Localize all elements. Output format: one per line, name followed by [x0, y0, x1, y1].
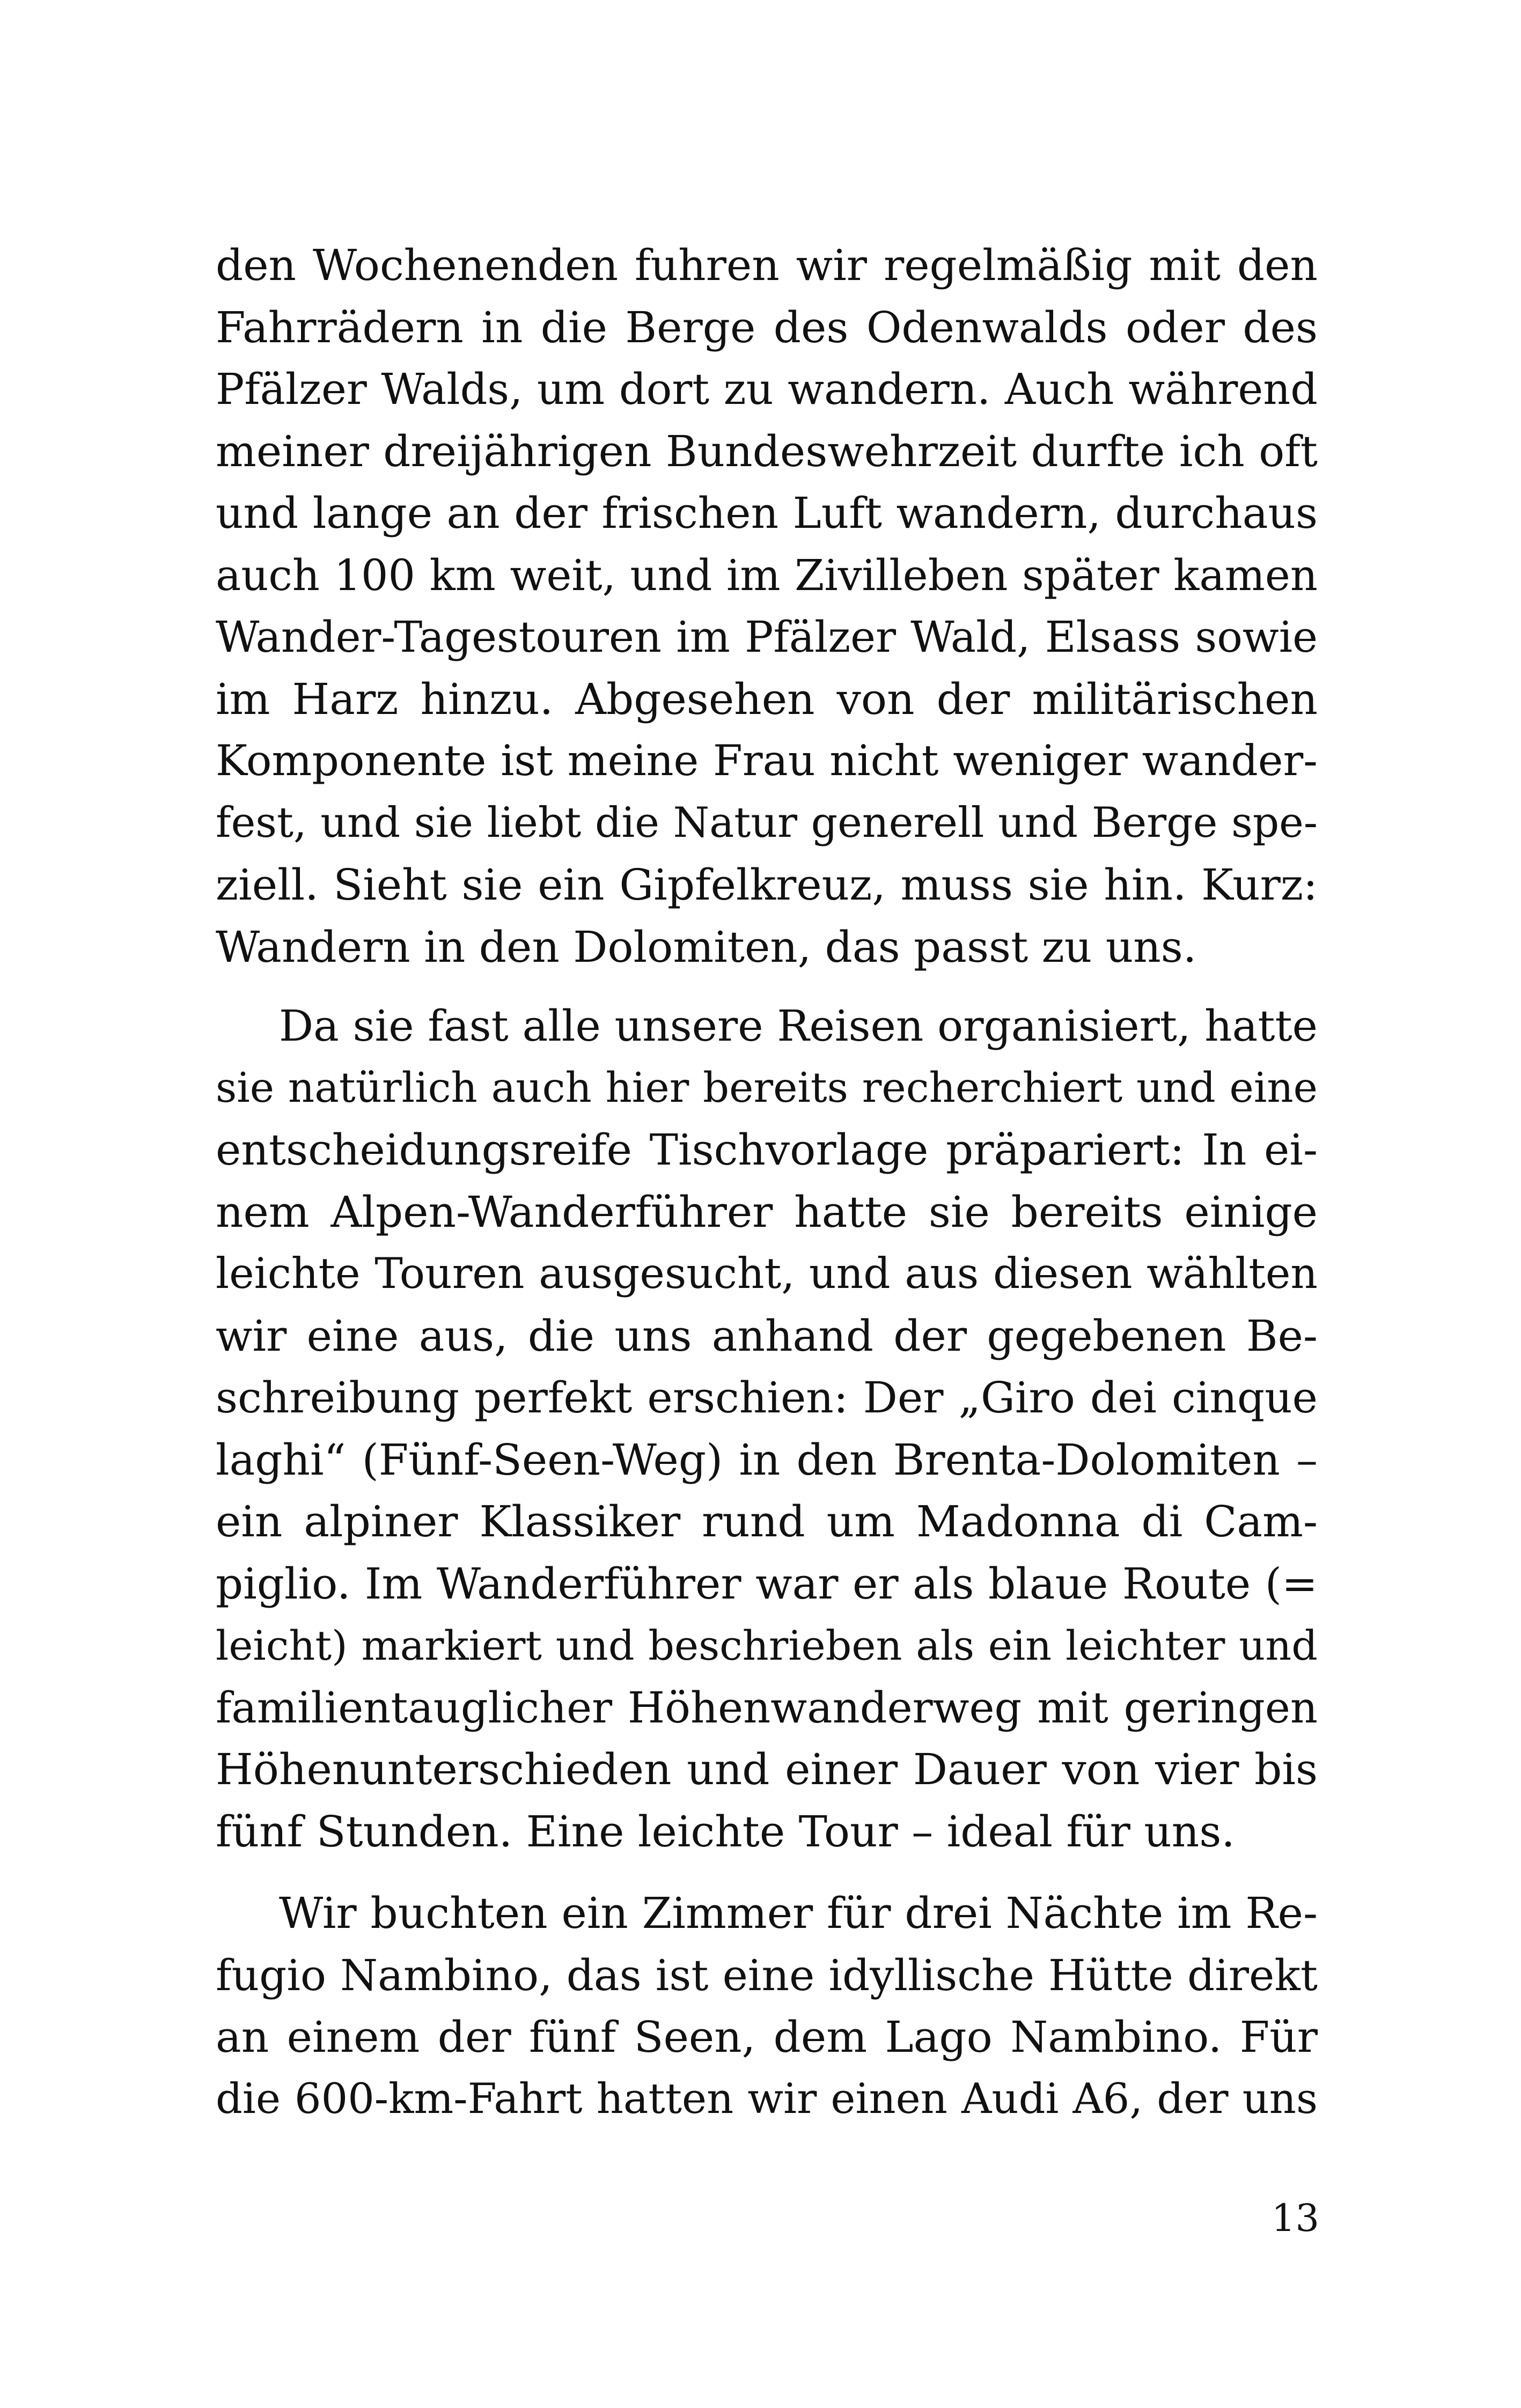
- text-line: piglio. Im Wanderführer war er als blaue Route (=: [216, 1558, 1318, 1609]
- text-line: Fahrrädern in die Berge des Odenwalds oder des: [216, 302, 1318, 352]
- paragraph-2: [216, 995, 1318, 1862]
- text-line: und lange an der frischen Luft wandern, durchaus: [216, 488, 1318, 538]
- text-line: auch 100 km weit, und im Zivilleben später kamen: [216, 550, 1318, 600]
- text-line: leichte Touren ausgesucht, und aus diesen wählten: [216, 1249, 1318, 1298]
- text-line: entscheidungsreife Tischvorlage präpariert: In ei-: [216, 1125, 1318, 1175]
- text-line: an einem der fünf Seen, dem Lago Nambino. Für: [216, 2012, 1318, 2062]
- text-line: laghi“ (Fünf-Seen-Weg) in den Brenta-Dolomiten –: [216, 1434, 1318, 1485]
- text-line: ziell. Sieht sie ein Gipfelkreuz, muss sie hin. Kurz:: [216, 860, 1318, 910]
- text-line: sie natürlich auch hier bereits recherchiert und eine: [216, 1064, 1318, 1112]
- text-line: schreibung perfekt erschien: Der „Giro dei cinque: [216, 1373, 1318, 1423]
- text-line: wir eine aus, die uns anhand der gegebenen Be-: [216, 1310, 1318, 1361]
- text-line: Höhenunterschieden und einer Dauer von vier bis: [216, 1744, 1318, 1794]
- text-line: Wandern in den Dolomiten, das passt zu uns.: [216, 922, 1197, 972]
- paragraph-1: [216, 234, 1318, 978]
- text-line: fest, und sie liebt die Natur generell und Berge spe-: [216, 798, 1318, 847]
- text-line: Komponente ist meine Frau nicht weniger wander-: [216, 736, 1318, 785]
- text-line: im Harz hinzu. Abgesehen von der militärischen: [216, 674, 1318, 724]
- text-line: Wander-Tagestouren im Pfälzer Wald, Elsass sowie: [216, 612, 1318, 662]
- paragraph-3: [216, 1882, 1318, 2130]
- text-line: meiner dreijährigen Bundeswehrzeit durfte ich oft: [216, 426, 1318, 476]
- page-number: 13: [1271, 2196, 1319, 2240]
- text-line: Da sie fast alle unsere Reisen organisiert, hatte: [279, 1001, 1318, 1051]
- text-line: fugio Nambino, das ist eine idyllische Hütte direkt: [216, 1950, 1318, 2000]
- text-line: den Wochenenden fuhren wir regelmäßig mit den: [216, 240, 1318, 290]
- text-line: die 600-km-Fahrt hatten wir einen Audi A6, der uns: [216, 2074, 1318, 2123]
- text-line: familientauglicher Höhenwanderweg mit geringen: [216, 1682, 1318, 1733]
- text-line: nem Alpen-Wanderführer hatte sie bereits einige: [216, 1187, 1318, 1237]
- text-line: leicht) markiert und beschrieben als ein leichter und: [216, 1622, 1318, 1669]
- text-line: fünf Stunden. Eine leichte Tour – ideal für uns.: [216, 1806, 1235, 1857]
- text-line: Wir buchten ein Zimmer für drei Nächte im Re-: [279, 1888, 1318, 1938]
- text-line: ein alpiner Klassiker rund um Madonna di Cam-: [216, 1497, 1318, 1547]
- text-line: Pfälzer Walds, um dort zu wandern. Auch während: [216, 364, 1318, 414]
